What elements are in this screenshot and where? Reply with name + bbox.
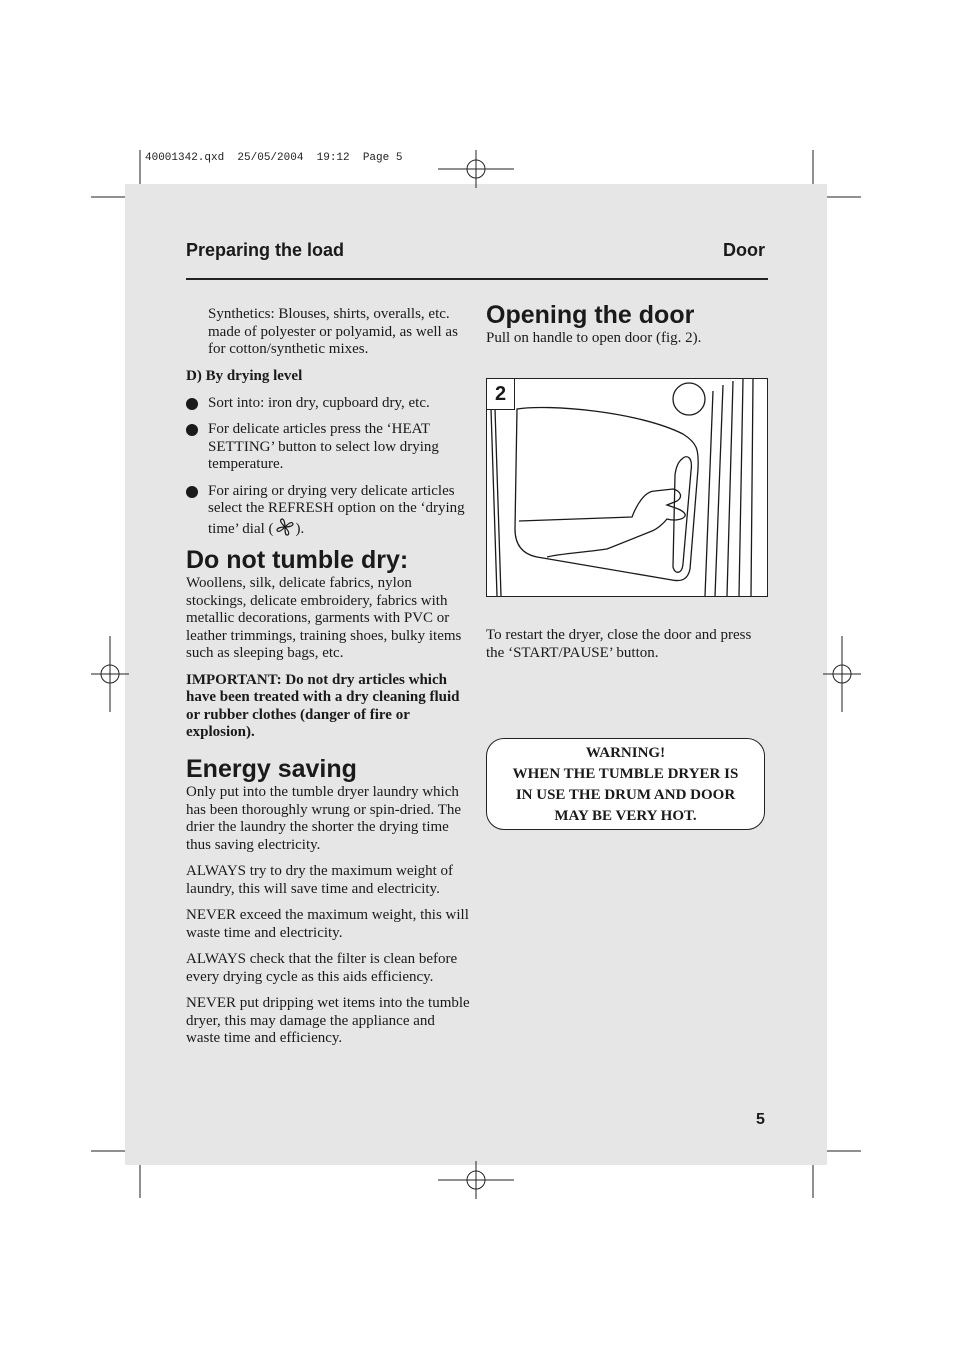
door-illustration xyxy=(487,379,767,596)
bullet-icon xyxy=(186,424,198,436)
energy-block xyxy=(186,754,470,1057)
bullet-icon xyxy=(186,486,198,498)
page-number: 5 xyxy=(756,1111,765,1128)
refresh-fan-icon xyxy=(275,518,295,536)
list-item: For airing or drying very delicate articles select the REFRESH option on the ‘drying time’ dial ( ). xyxy=(186,483,470,539)
section-header: Preparing the load xyxy=(186,240,345,260)
door-figure xyxy=(486,378,768,597)
tumble-text: Woollens, silk, delicate fabrics, nylon stockings, delicate embroidery, fabrics with metallic decorations, garments with PVC or leather trimmings, training shoes, bulky items such as sleeping bags, etc. xyxy=(186,575,462,661)
list-item: Sort into: iron dry, cupboard dry, etc. xyxy=(186,395,470,413)
door-block xyxy=(486,300,768,357)
energy-paragraph: ALWAYS try to dry the maximum weight of laundry, this will save time and electricity. xyxy=(186,863,454,897)
figure-number: 2 xyxy=(487,379,515,410)
door-title: Opening the door xyxy=(486,301,695,329)
energy-paragraph: NEVER put dripping wet items into the tumble dryer, this may damage the appliance and waste time and efficiency. xyxy=(186,995,470,1046)
warning-line: MAY BE VERY HOT. xyxy=(554,808,697,824)
restart-text: To restart the dryer, close the door and press the ‘START/PAUSE’ button. xyxy=(486,627,752,661)
file-slug: 40001342.qxd 25/05/2004 19:12 Page 5 xyxy=(145,152,403,164)
header-rule xyxy=(186,278,768,280)
energy-paragraph: NEVER exceed the maximum weight, this will waste time and electricity. xyxy=(186,907,469,941)
drying-level-heading: D) By drying level xyxy=(186,368,303,384)
restart-block xyxy=(486,627,768,671)
tumble-block xyxy=(186,545,470,751)
bullet-icon xyxy=(186,398,198,410)
important-note: IMPORTANT: Do not dry articles which have been treated with a dry cleaning fluid or rubber clothes (danger of fire or explosion). xyxy=(186,671,460,740)
synthetics-text: Synthetics: Blouses, shirts, overalls, etc. made of polyester or polyamid, as well as for cotton/synthetic mixes. xyxy=(208,306,458,357)
warning-line: IN USE THE DRUM AND DOOR xyxy=(515,787,736,803)
tumble-title: Do not tumble dry: xyxy=(186,546,409,574)
warning-box xyxy=(486,738,765,830)
drying-level-block xyxy=(186,368,470,547)
warning-line: WARNING! xyxy=(585,745,666,761)
warning-line: WHEN THE TUMBLE DRYER IS xyxy=(512,766,739,782)
door-text: Pull on handle to open door (fig. 2). xyxy=(486,330,702,346)
energy-paragraph: ALWAYS check that the filter is clean before every drying cycle as this aids efficiency. xyxy=(186,951,458,985)
synthetics-block xyxy=(208,306,470,368)
list-item: For delicate articles press the ‘HEAT SETTING’ button to select low drying temperature. xyxy=(186,421,470,474)
energy-title: Energy saving xyxy=(186,755,357,783)
energy-paragraph: Only put into the tumble dryer laundry which has been thoroughly wrung or spin-dried. The drier the laundry the shorter the drying time thus saving electricity. xyxy=(186,784,462,853)
section-header-right: Door xyxy=(723,240,765,260)
